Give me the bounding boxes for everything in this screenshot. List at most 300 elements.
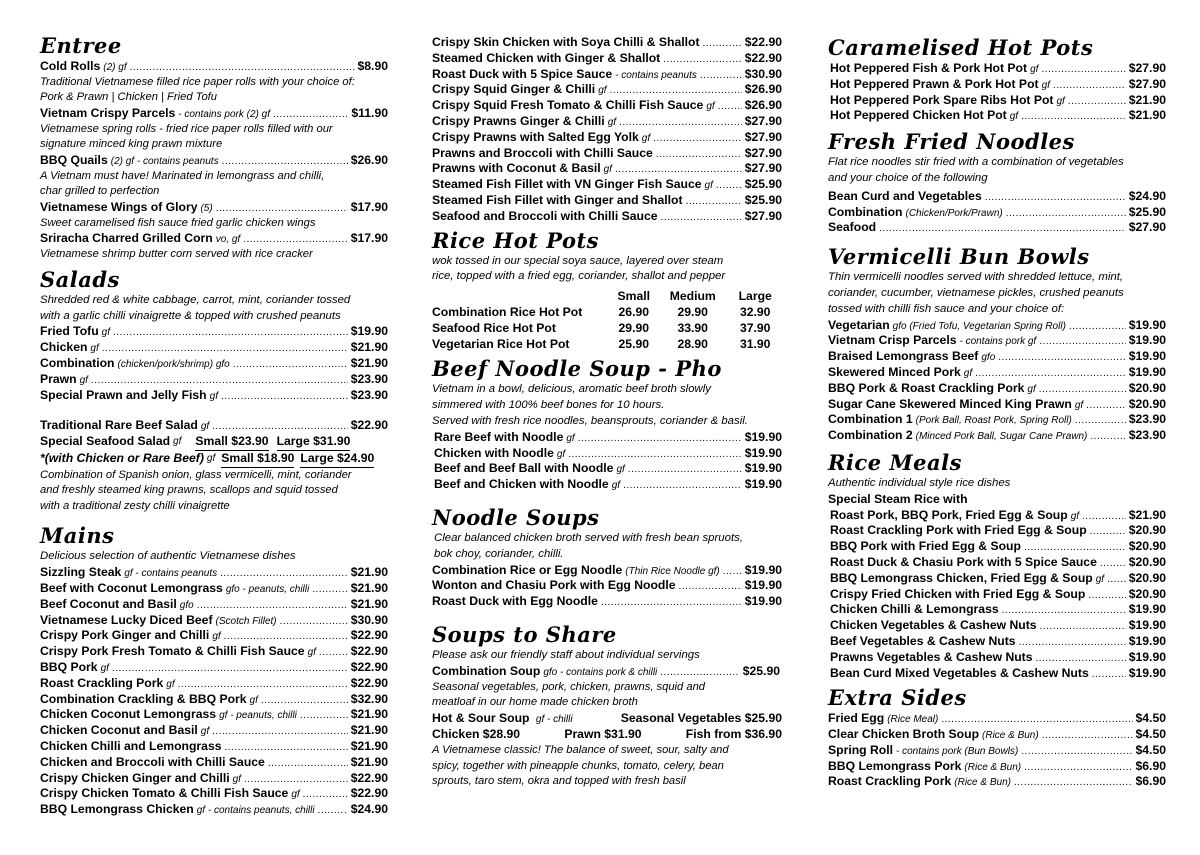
- rice-hot-pot-table: [432, 305, 782, 352]
- item-name: BBQ Quails: [40, 152, 108, 167]
- item-name: Vietnamese Wings of Glory: [40, 199, 198, 214]
- menu-item: [830, 93, 1166, 109]
- hot-sour-soup-prices: Chicken $28.90 Prawn $31.90 Fish from $36.90: [432, 727, 782, 742]
- item-tag: - contains peanuts: [615, 69, 697, 81]
- dot-leader: [280, 614, 348, 629]
- item-tag: gf: [616, 464, 625, 476]
- menu-item: [432, 51, 782, 67]
- dot-leader: [319, 645, 348, 660]
- menu-item: [830, 108, 1166, 124]
- menu-item: [40, 231, 388, 247]
- bun-bowls-description: Thin vermicelli noodles served with shredded lettuce, mint, coriander, cucumber, vietnamese pickles, crushed peanuts tossed with chilli fish sauce and your choice of:: [828, 271, 1124, 315]
- item-tag: (Rice Meal): [887, 714, 939, 726]
- item-price: $22.90: [350, 770, 388, 785]
- dot-leader: [303, 787, 348, 802]
- item-name: Vegetarian: [828, 317, 890, 332]
- dot-leader: [261, 693, 348, 708]
- item-name: Chicken Vegetables & Cashew Nuts: [830, 618, 1037, 633]
- menu-item: [40, 786, 388, 802]
- menu-item: [40, 324, 388, 340]
- noodle-soups-title: Noodle Soups: [432, 504, 600, 530]
- item-name: Crispy Squid Ginger & Chilli: [432, 82, 596, 97]
- dot-leader: [578, 431, 742, 446]
- item-price: $26.90: [744, 82, 782, 97]
- item-tag: (Minced Pork Ball, Sugar Cane Prawn): [915, 431, 1088, 443]
- item-price: $26.90: [350, 152, 388, 167]
- dot-leader: [178, 677, 348, 692]
- item-name: Beef Vegetables & Cashew Nuts: [830, 633, 1016, 648]
- item-name: Beef and Chicken with Noodle: [434, 477, 609, 492]
- rice-hot-pot-row: [432, 305, 782, 321]
- item-tag: (Rice & Bun): [964, 761, 1022, 773]
- menu-item: [40, 153, 388, 169]
- item-name: Hot Peppered Fish & Pork Hot Pot: [830, 61, 1028, 75]
- item-name: Seafood and Broccoli with Chilli Sauce: [432, 208, 658, 223]
- dot-leader: [222, 154, 348, 169]
- menu-item: [40, 356, 388, 372]
- dot-leader: [1002, 603, 1126, 618]
- rice-hot-pot-price: 28.90: [677, 336, 708, 351]
- item-tag: gf: [212, 631, 221, 643]
- menu-item: [432, 563, 782, 579]
- item-tag: (2) gf - contains peanuts: [110, 155, 219, 167]
- item-price: $25.90: [744, 192, 782, 207]
- item-tag: gf: [90, 343, 99, 355]
- dot-leader: [723, 564, 742, 579]
- item-name: Fried Egg: [828, 711, 885, 726]
- menu-item: [830, 523, 1166, 539]
- item-name: Roast Crackling Pork with Fried Egg & Soup: [830, 523, 1087, 538]
- item-name: Steamed Fish Fillet with Ginger and Shallot: [432, 192, 683, 207]
- item-tag: gf: [704, 180, 713, 192]
- menu-item: [40, 723, 388, 739]
- menu-item: [828, 349, 1166, 365]
- item-price: $21.90: [350, 754, 388, 769]
- item-name: Chicken and Broccoli with Chilli Sauce: [40, 754, 265, 769]
- item-name: Hot Peppered Pork Spare Ribs Hot Pot: [830, 92, 1054, 107]
- menu-item: [40, 676, 388, 692]
- item-description: Traditional Vietnamese filled rice paper rolls with your choice of: Pork & Prawn | Chicken | Fried Tofu: [40, 75, 355, 104]
- item-tag: gf: [166, 678, 175, 690]
- item-tag: gf: [1095, 573, 1105, 585]
- menu-item-seafood-salad: Special Seafood Salad gf Small $23.90 Large $31.90: [40, 434, 388, 451]
- item-price: $19.90: [1128, 349, 1166, 364]
- menu-item: [828, 220, 1166, 236]
- item-price: $20.90: [1128, 396, 1166, 411]
- item-price: $21.90: [1128, 92, 1166, 107]
- item-name: Hot Peppered Chicken Hot Pot: [830, 108, 1007, 123]
- item-tag: gf - contains peanuts, chilli: [196, 805, 315, 817]
- menu-item: [828, 189, 1166, 205]
- item-name: Rare Beef with Noodle: [434, 429, 564, 444]
- dot-leader: [985, 190, 1126, 205]
- soups-to-share-description: Please ask our friendly staff about individual servings: [432, 648, 700, 661]
- item-price: $19.90: [744, 445, 782, 460]
- dot-leader: [941, 712, 1132, 727]
- menu-item: [432, 114, 782, 130]
- rice-hot-pots-description: wok tossed in our special soya sauce, layered over steam rice, topped with a fried egg, coriander, shallot and pepper: [432, 254, 726, 283]
- rice-hot-pot-price: 33.90: [677, 320, 708, 335]
- menu-item: [40, 739, 388, 755]
- item-name: Sugar Cane Skewered Minced King Prawn: [828, 396, 1072, 411]
- item-tag: gf: [556, 448, 566, 460]
- item-name: Crispy Skin Chicken with Soya Chilli & Shallot: [432, 35, 700, 49]
- vermicelli-bun-bowls-title: Vermicelli Bun Bowls: [828, 244, 1090, 270]
- menu-item: [40, 802, 388, 818]
- dot-leader: [1086, 398, 1126, 413]
- item-tag: (2) gf: [103, 62, 127, 73]
- dot-leader: [244, 772, 348, 787]
- item-price: $4.50: [1135, 711, 1166, 726]
- item-tag: (Pork Ball, Roast Pork, Spring Roll): [915, 415, 1072, 427]
- dot-leader: [212, 724, 348, 739]
- menu-item: [40, 106, 388, 122]
- item-tag: gf: [291, 789, 300, 801]
- item-name: Beef Coconut and Basil: [40, 596, 177, 611]
- noodle-soups-list: [432, 563, 782, 610]
- bun-bowls-list: [828, 318, 1166, 444]
- rice-hot-pot-price: 32.90: [739, 304, 771, 319]
- item-tag: (Rice & Bun): [982, 730, 1039, 742]
- item-tag: - contains pork gf: [959, 336, 1037, 348]
- menu-item: [432, 67, 782, 83]
- menu-item: [828, 381, 1166, 397]
- item-tag: gf: [963, 367, 973, 379]
- item-tag: gf: [641, 132, 651, 144]
- item-name: Clear Chicken Broth Soup: [828, 727, 980, 742]
- item-name: Crispy Fried Chicken with Fried Egg & Soup: [830, 586, 1086, 601]
- dot-leader: [879, 221, 1126, 236]
- menu-item: [830, 539, 1166, 555]
- dot-leader: [601, 595, 742, 610]
- dot-leader: [1075, 413, 1126, 428]
- dot-leader: [1092, 667, 1126, 682]
- item-price: $24.90: [1128, 188, 1166, 203]
- item-tag: gf: [611, 480, 621, 492]
- item-price: $19.90: [350, 324, 388, 339]
- item-name: Bean Curd and Vegetables: [828, 188, 982, 203]
- dot-leader: [1014, 775, 1133, 790]
- item-price: $22.90: [744, 35, 782, 49]
- item-name: Crispy Chicken Tomato & Chilli Fish Sauce: [40, 786, 289, 801]
- menu-item: [432, 82, 782, 98]
- item-price: $30.90: [350, 612, 388, 627]
- item-name: Skewered Minced Pork: [828, 364, 961, 379]
- mains-continued-list: [432, 35, 782, 225]
- item-price: $21.90: [350, 739, 388, 754]
- dot-leader: [1024, 760, 1132, 775]
- item-name: Crispy Pork Ginger and Chilli: [40, 628, 210, 643]
- pho-description: Vietnam in a bowl, delicious, aromatic beef broth slowly simmered with 100% beef bones for 10 hours. Served with fresh rice noodles, beansprouts, coriander & basil.: [432, 383, 748, 427]
- item-name: BBQ Lemongrass Chicken, Fried Egg & Soup: [830, 570, 1093, 585]
- item-tag: gfo: [981, 352, 996, 364]
- item-tag: (Rice & Bun): [954, 777, 1011, 789]
- item-price: $32.90: [350, 691, 388, 706]
- item-name: Crispy Pork Fresh Tomato & Chilli Fish Sauce: [40, 644, 305, 659]
- item-tag: gf: [100, 663, 109, 675]
- menu-item: [828, 365, 1166, 381]
- item-name: Chicken Coconut and Basil: [40, 723, 198, 738]
- item-name: BBQ Lemongrass Pork: [828, 758, 962, 773]
- item-price: $11.90: [351, 105, 388, 120]
- item-price: $19.90: [1128, 665, 1166, 680]
- dot-leader: [1053, 78, 1126, 93]
- item-price: $22.90: [350, 628, 388, 643]
- item-description: Vietnamese shrimp butter corn served with rice cracker: [40, 248, 313, 261]
- rice-hot-pots-title: Rice Hot Pots: [432, 227, 600, 253]
- item-name: Vietnamese Lucky Diced Beef: [40, 612, 213, 627]
- item-price: $25.90: [1128, 204, 1166, 219]
- dot-leader: [1042, 728, 1133, 743]
- item-name: Prawns and Broccoli with Chilli Sauce: [432, 145, 653, 160]
- dot-leader: [568, 447, 742, 462]
- menu-item: [432, 35, 782, 51]
- entree-list: [40, 59, 388, 263]
- noodle-soups-description: Clear balanced chicken broth served with fresh bean spruots, bok choy, coriander, chilli.: [434, 531, 743, 560]
- item-price: $19.90: [1128, 317, 1166, 332]
- dot-leader: [610, 83, 742, 98]
- salads-description: Shredded red & white cabbage, carrot, mint, coriander tossed with a garlic chilli vinaigrette & topped with crushed peanuts: [40, 293, 351, 322]
- menu-item-hot-sour-soup: Hot & Sour Soup gf - chilli Seasonal Vegetables $25.90: [432, 710, 782, 725]
- item-name: Prawns with Coconut & Basil: [432, 161, 601, 176]
- item-name: Chicken Coconut Lemongrass: [40, 707, 217, 722]
- menu-item: [828, 412, 1166, 428]
- salads-title: Salads: [40, 266, 120, 292]
- menu-item: [40, 597, 388, 613]
- item-price: $27.90: [744, 161, 782, 176]
- item-tag: gf - contains peanuts: [124, 568, 218, 580]
- item-price: $23.90: [1128, 428, 1166, 443]
- rice-hot-pot-price: 29.90: [677, 304, 708, 319]
- item-name: BBQ Pork & Roast Crackling Pork: [828, 380, 1025, 395]
- item-name: Crispy Squid Fresh Tomato & Chilli Fish Sauce: [432, 98, 704, 113]
- combination-soup-description: Seasonal vegetables, pork, chicken, prawns, squid and meatloaf in our home made chicken broth: [432, 680, 706, 709]
- fresh-fried-noodles-title: Fresh Fried Noodles: [828, 129, 1075, 155]
- dot-leader: [679, 579, 742, 594]
- menu-item: [432, 130, 782, 146]
- item-name: Crispy Prawns Ginger & Chilli: [432, 113, 605, 128]
- item-price: $21.90: [350, 340, 388, 355]
- menu-item: [830, 602, 1166, 618]
- item-price: $20.90: [1128, 539, 1166, 554]
- item-price: $19.90: [744, 578, 782, 593]
- menu-item: [830, 634, 1166, 650]
- item-tag: gf: [566, 432, 575, 444]
- item-tag: gf: [706, 101, 715, 113]
- dot-leader: [1088, 588, 1125, 603]
- menu-item: [40, 755, 388, 771]
- dot-leader: [225, 740, 348, 755]
- dot-leader: [700, 68, 742, 83]
- rice-hot-pot-price: 29.90: [618, 320, 650, 335]
- item-name: Chicken: [40, 340, 88, 355]
- menu-item: [828, 428, 1166, 444]
- item-name: Special Prawn and Jelly Fish: [40, 387, 207, 402]
- item-price: $27.90: [1128, 76, 1166, 91]
- dot-leader: [1068, 94, 1126, 109]
- mains-title: Mains: [40, 523, 115, 549]
- soups-to-share-title: Soups to Share: [432, 621, 617, 647]
- item-name: Chicken Chilli & Lemongrass: [830, 602, 999, 617]
- dot-leader: [998, 350, 1125, 365]
- menu-item: [40, 660, 388, 676]
- item-price: $27.90: [1128, 61, 1166, 75]
- rice-hot-pot-name: Combination Rice Hot Pot: [432, 304, 583, 319]
- item-price: $4.50: [1135, 742, 1166, 757]
- item-price: $25.90: [744, 177, 782, 192]
- rice-hot-pot-name: Seafood Rice Hot Pot: [432, 320, 556, 335]
- menu-item: [432, 177, 782, 193]
- item-tag: gf: [307, 647, 316, 659]
- dot-leader: [661, 210, 742, 225]
- dot-leader: [716, 178, 742, 193]
- menu-item: [830, 587, 1166, 603]
- dot-leader: [102, 341, 348, 356]
- item-price: $19.90: [1128, 364, 1166, 379]
- item-price: $21.90: [1128, 108, 1166, 123]
- item-name: Combination Rice or Egg Noodle: [432, 562, 623, 577]
- menu-item: [40, 692, 388, 708]
- item-name: Roast Crackling Pork: [828, 774, 952, 789]
- menu-item: [40, 565, 388, 581]
- menu-item: [40, 771, 388, 787]
- dot-leader: [216, 201, 348, 216]
- menu-item: [432, 209, 782, 225]
- dot-leader: [718, 99, 742, 114]
- item-name: Combination: [40, 355, 115, 370]
- rice-hot-pot-row: [432, 321, 782, 337]
- dot-leader: [300, 708, 348, 723]
- menu-item: [432, 146, 782, 162]
- menu-item: [432, 161, 782, 177]
- item-name: Vietnam Crisp Parcels: [828, 333, 957, 348]
- item-tag: gf: [1009, 111, 1019, 123]
- item-tag: gf: [607, 116, 617, 128]
- item-name: Roast Duck with Egg Noodle: [432, 594, 598, 609]
- dot-leader: [197, 598, 348, 613]
- dot-leader: [686, 194, 742, 209]
- item-price: $27.90: [744, 208, 782, 223]
- item-price: $19.90: [1128, 618, 1166, 633]
- menu-item: [828, 774, 1166, 790]
- item-price: $19.90: [744, 477, 782, 492]
- dot-leader: [318, 803, 348, 818]
- menu-item: [830, 555, 1166, 571]
- item-tag: gf: [232, 773, 241, 785]
- item-name: Combination Crackling & BBQ Pork: [40, 691, 247, 706]
- item-name: BBQ Pork: [40, 660, 98, 675]
- item-name: Vietnam Crispy Parcels: [40, 105, 176, 120]
- item-tag: (Thin Rice Noodle gf): [625, 565, 720, 577]
- item-tag: gf: [1027, 383, 1036, 395]
- item-tag: gf: [1070, 510, 1080, 522]
- seafood-salad-description: Combination of Spanish onion, glass vermicelli, mint, coriander and freshly steamed king prawns, scallops and squid tossed with a traditional zesty chilli vinaigrette: [40, 468, 352, 512]
- menu-item: [40, 707, 388, 723]
- menu-item-seafood-salad-alt: *(with Chicken or Rare Beef) gf Small $18.90 Large $24.90: [40, 451, 388, 468]
- dot-leader: [1039, 382, 1126, 397]
- menu-item: [40, 613, 388, 629]
- item-price: $21.90: [350, 355, 388, 370]
- item-name: Prawns Vegetables & Cashew Nuts: [830, 649, 1033, 664]
- menu-item: [434, 430, 782, 446]
- item-name: Beef with Coconut Lemongrass: [40, 581, 223, 596]
- menu-item: [432, 578, 782, 594]
- item-price: $21.90: [1128, 507, 1166, 522]
- menu-item: [40, 59, 388, 75]
- item-price: $17.90: [350, 199, 388, 214]
- menu-item: [830, 571, 1166, 587]
- item-name: Cold Rolls: [40, 59, 101, 73]
- item-price: $23.90: [350, 371, 388, 386]
- rice-meals-list: [828, 508, 1166, 682]
- dot-leader: [1019, 635, 1126, 650]
- menu-item: [434, 446, 782, 462]
- dot-leader: [224, 629, 348, 644]
- item-tag: gf: [603, 164, 612, 176]
- item-price: $4.50: [1135, 727, 1166, 742]
- menu-item: [830, 61, 1166, 77]
- item-name: Roast Crackling Pork: [40, 675, 164, 690]
- menu-item-combination-soup: Combination Soup gfo - contains pork & chilli ..... $25.90: [432, 664, 780, 680]
- item-description: Vietnamese spring rolls - fried rice paper rolls filled with our signature minced king prawn mixture: [40, 122, 333, 151]
- item-price: $19.90: [744, 461, 782, 476]
- item-price: $20.90: [1128, 554, 1166, 569]
- dot-leader: [243, 232, 348, 247]
- item-tag: (Chicken/Pork/Prawn): [905, 207, 1003, 219]
- rice-meals-description: Authentic individual style rice dishes: [828, 476, 1011, 489]
- dot-leader: [975, 366, 1126, 381]
- item-name: Sriracha Charred Grilled Corn: [40, 231, 213, 246]
- extra-sides-list: [828, 711, 1166, 790]
- item-tag: (5): [200, 202, 213, 214]
- item-tag: gf: [209, 390, 218, 402]
- dot-leader: [220, 566, 348, 581]
- dot-leader: [1082, 509, 1126, 524]
- menu-item: [434, 477, 782, 493]
- caramelised-hot-pots-list: [828, 61, 1166, 124]
- item-price: $22.90: [350, 644, 388, 659]
- menu-item: [828, 727, 1166, 743]
- menu-item: [830, 508, 1166, 524]
- item-price: $19.90: [1128, 333, 1166, 348]
- item-tag: gfo (Fried Tofu, Vegetarian Spring Roll): [892, 320, 1066, 332]
- item-price: $19.90: [1128, 602, 1166, 617]
- dot-leader: [1006, 206, 1126, 221]
- dot-leader: [130, 60, 355, 75]
- column-right: [828, 0, 1166, 790]
- rice-hot-pot-row: [432, 337, 782, 353]
- item-tag: gf - peanuts, chilli: [219, 710, 297, 722]
- dot-leader: [628, 462, 742, 477]
- item-tag: gfo: [179, 599, 194, 611]
- menu-item: [432, 98, 782, 114]
- item-name: Combination 2: [828, 428, 913, 443]
- item-price: $22.90: [744, 50, 782, 65]
- dot-leader: [703, 36, 742, 51]
- item-name: Crispy Chicken Ginger and Chilli: [40, 770, 230, 785]
- rice-meals-lead: Special Steam Rice with: [828, 491, 968, 506]
- item-price: $6.90: [1135, 774, 1166, 789]
- dot-leader: [1039, 334, 1126, 349]
- item-name: Beef and Beef Ball with Noodle: [434, 461, 614, 476]
- item-tag: (Scotch Fillet): [215, 615, 277, 627]
- item-price: $27.90: [1128, 220, 1166, 235]
- dot-leader: [273, 107, 348, 122]
- item-price: $20.90: [1128, 570, 1166, 585]
- item-name: Combination: [828, 204, 903, 219]
- menu-item: [828, 759, 1166, 775]
- menu-item: [830, 77, 1166, 93]
